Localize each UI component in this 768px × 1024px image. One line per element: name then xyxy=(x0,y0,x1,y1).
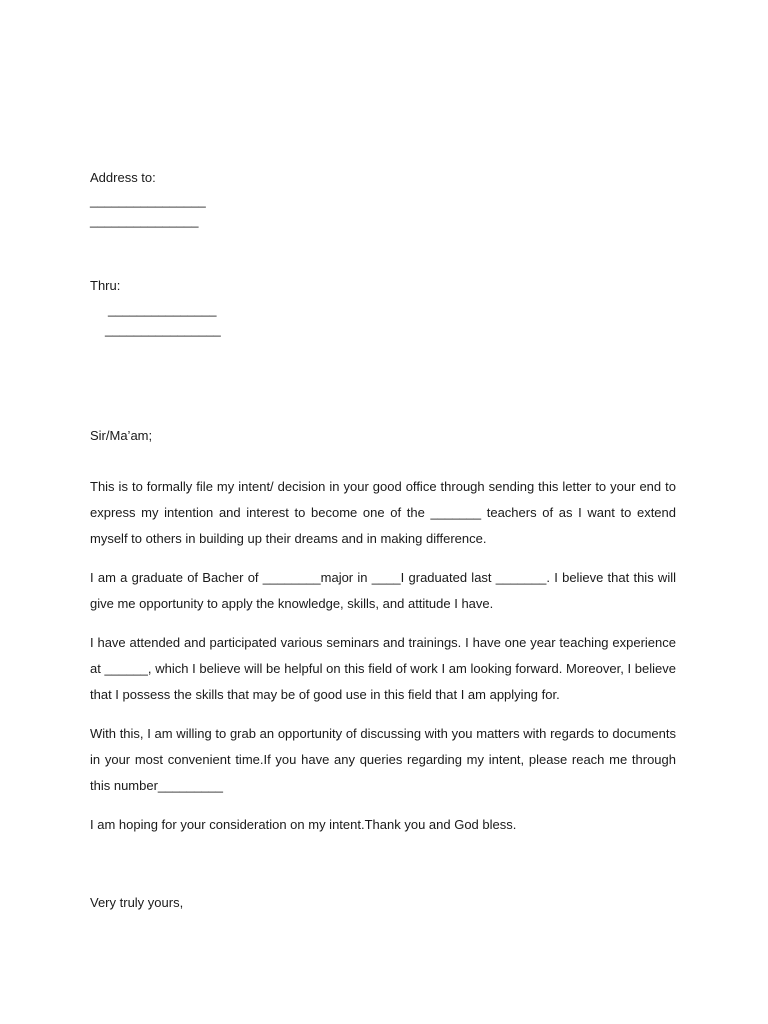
body-paragraph-5: I am hoping for your consideration on my intent.Thank you and God bless. xyxy=(90,817,517,832)
address-blank-line-2: _______________ xyxy=(90,213,199,228)
body-paragraph-3: I have attended and participated various seminars and trainings. I have one year teaching experience at ______, which I believe will be helpful on this field of work I am looking forward. Moreover, I believe that I possess the skills that may be of good use in this field that I am applying for. xyxy=(90,635,676,702)
thru-label: Thru: xyxy=(90,278,121,293)
thru-blank-line-1: _______________ xyxy=(108,302,217,317)
body-paragraph-1: This is to formally file my intent/ decision in your good office through sending this letter to your end to express my intention and interest to become one of the _______ teachers of as I want to extend myself to others in building up their dreams and in making difference. xyxy=(90,479,676,546)
salutation: Sir/Ma’am; xyxy=(90,428,153,443)
thru-blank-line-2: ________________ xyxy=(105,322,221,337)
body-paragraph-4: With this, I am willing to grab an opportunity of discussing with you matters with regards to documents in your most convenient time.If you have any queries regarding my intent, please reach me through this number_________ xyxy=(90,726,676,793)
address-blank-line-1: ________________ xyxy=(90,193,206,208)
body-paragraph-2: I am a graduate of Bacher of ________major in ____I graduated last _______. I believe that this will give me opportunity to apply the knowledge, skills, and attitude I have. xyxy=(90,570,676,611)
address-label: Address to: xyxy=(90,170,156,185)
closing: Very truly yours, xyxy=(90,895,184,910)
